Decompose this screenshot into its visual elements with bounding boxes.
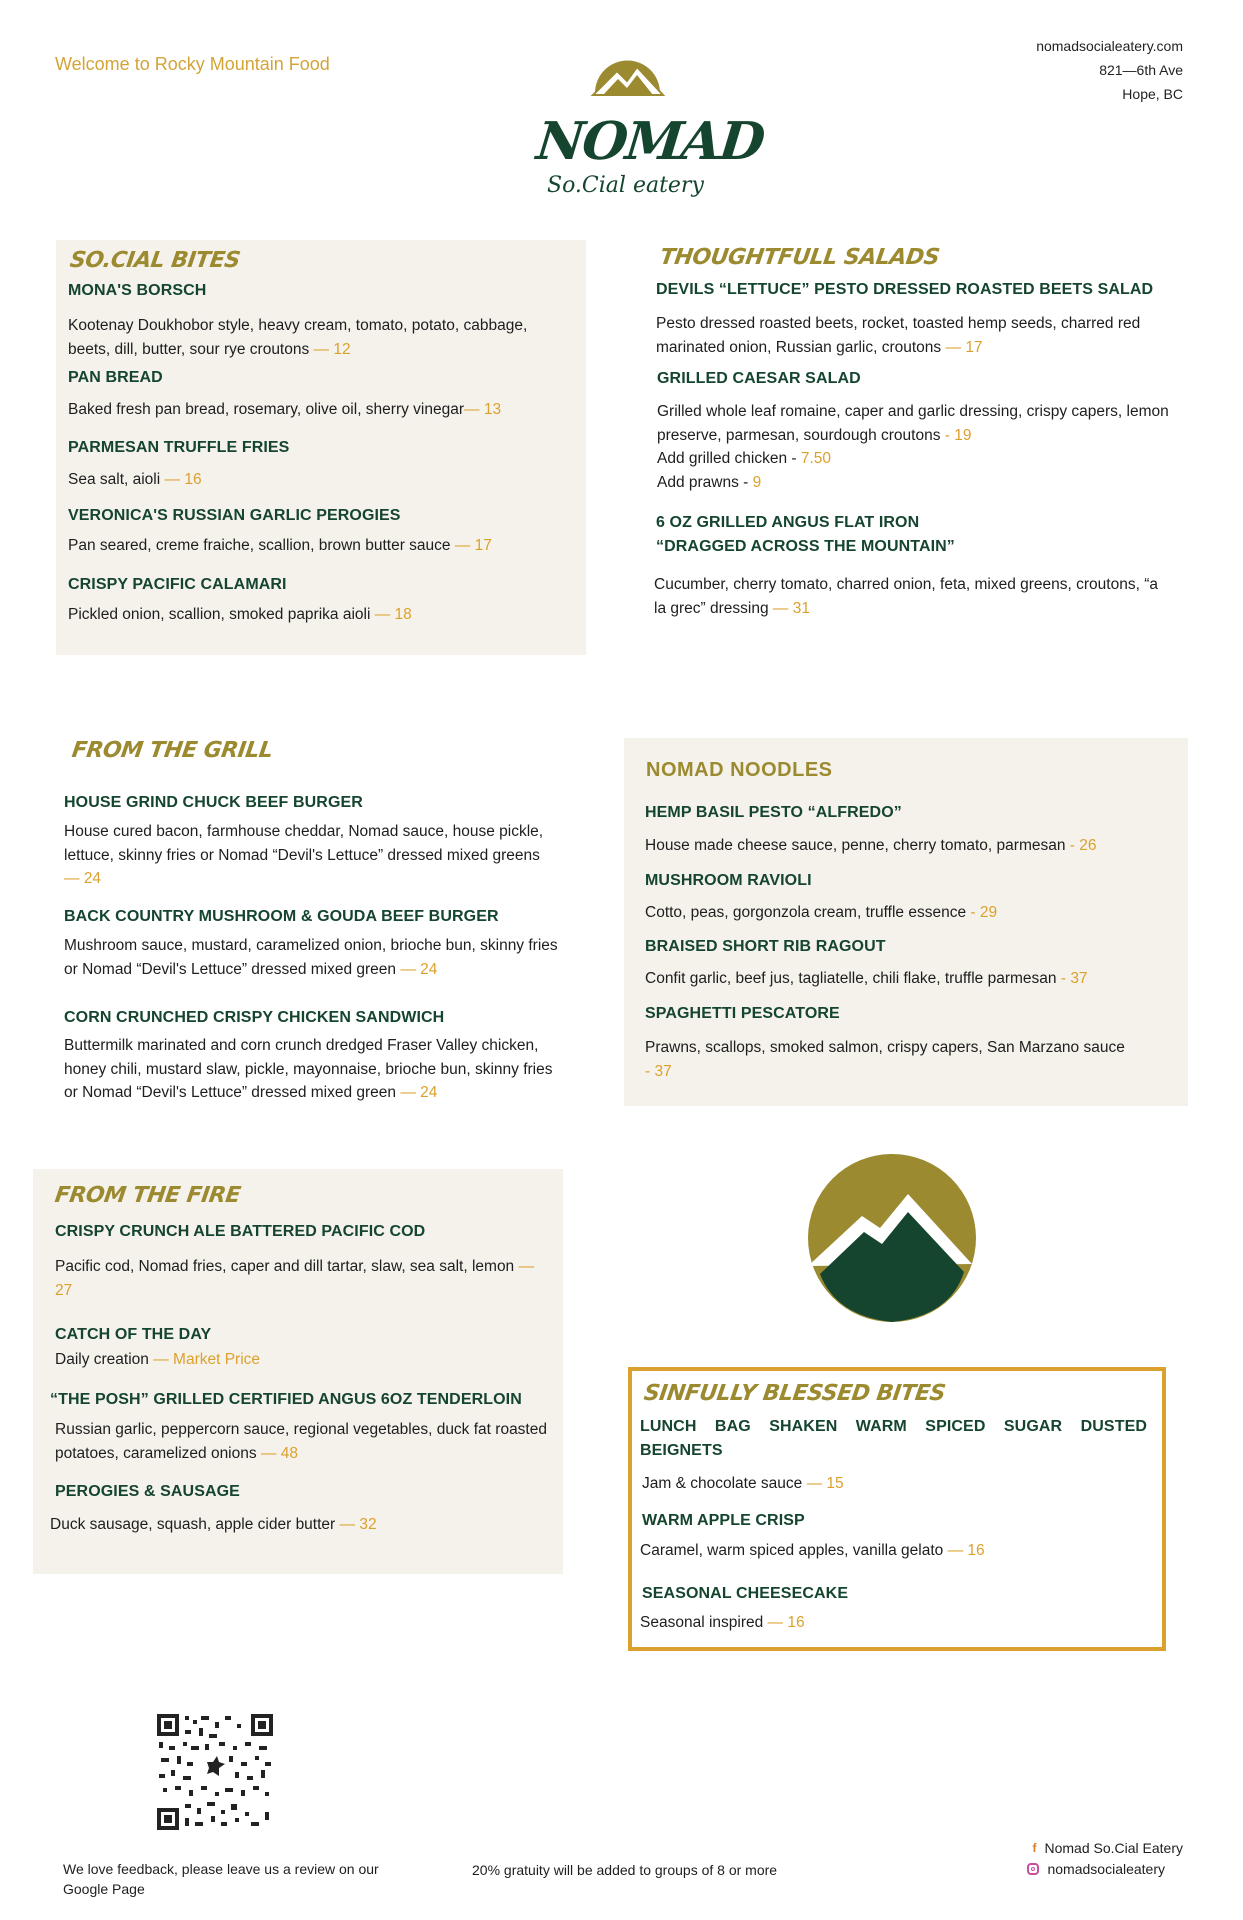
city-address: Hope, BC — [1122, 86, 1183, 102]
price: 15 — [826, 1475, 844, 1492]
menu-item-name: GRILLED CAESAR SALAD — [657, 370, 861, 387]
price: 18 — [394, 606, 412, 623]
menu-item-name: MONA'S BORSCH — [68, 282, 207, 299]
feedback-note: We love feedback, please leave us a review on our Google Page — [63, 1861, 379, 1897]
menu-item-name: HEMP BASIL PESTO “ALFREDO” — [645, 804, 902, 821]
section-title-noodles: NOMAD NOODLES — [646, 759, 833, 781]
menu-item-name: CATCH OF THE DAY — [55, 1326, 212, 1343]
price: 29 — [979, 904, 998, 921]
price: 13 — [483, 401, 502, 418]
menu-item-name: DEVILS “LETTUCE” PESTO DRESSED ROASTED BEETS SALAD — [656, 281, 1154, 298]
address-block — [1036, 34, 1183, 106]
instagram-icon — [1027, 1863, 1039, 1875]
price: 37 — [654, 1062, 672, 1080]
price: 37 — [1070, 970, 1088, 987]
menu-item-desc: Pesto dressed roasted beets, rocket, toasted hemp seeds, charred red marinated onion, Russian garlic, croutons — 17 — [656, 315, 1141, 356]
street-address: 821—6th Ave — [1099, 62, 1183, 78]
price: 32 — [359, 1516, 377, 1533]
menu-item-desc: Russian garlic, peppercorn sauce, regional vegetables, duck fat roasted potatoes, caramelized onions — 48 — [55, 1421, 547, 1462]
price: 24 — [420, 960, 438, 978]
price: 24 — [83, 870, 102, 887]
qr-code[interactable] — [155, 1712, 275, 1832]
menu-item-desc: Prawns, scallops, smoked salmon, crispy capers, San Marzano sauce - 37 — [645, 1039, 1125, 1080]
menu-item-name: PARMESAN TRUFFLE FRIES — [68, 439, 290, 456]
welcome-text: Welcome to Rocky Mountain Food — [55, 54, 330, 74]
section-title-desserts: SINFULLY BLESSED BITES — [642, 1381, 947, 1406]
menu-item-desc: Pickled onion, scallion, smoked paprika aioli — 18 — [68, 606, 412, 623]
menu-item-name: WARM APPLE CRISP — [642, 1512, 805, 1529]
menu-item-desc: Buttermilk marinated and corn crunch dredged Fraser Valley chicken, honey chili, mustard slaw, pickle, mayonnaise, brioche bun, skinny fries or Nomad “Devil's Lettuce” dressed mixed green — 24 — [64, 1037, 553, 1101]
section-title-grill: FROM THE GRILL — [70, 738, 275, 763]
menu-item-name: PAN BREAD — [68, 369, 163, 386]
section-title-salads: THOUGHTFULL SALADS — [658, 245, 941, 270]
menu-item-name: 6 OZ GRILLED ANGUS FLAT IRON — [656, 514, 920, 531]
instagram-link[interactable] — [1027, 1861, 1165, 1877]
menu-item-desc: Pacific cod, Nomad fries, caper and dill tartar, slaw, sea salt, lemon — 27 — [55, 1258, 534, 1299]
menu-item-name: CORN CRUNCHED CRISPY CHICKEN SANDWICH — [64, 1009, 445, 1026]
menu-item-desc: Seasonal inspired — 16 — [640, 1614, 805, 1631]
price: 26 — [1079, 837, 1097, 854]
website-link[interactable]: nomadsocialeatery.com — [1036, 38, 1183, 54]
price: 17 — [474, 537, 492, 554]
nomad-logo — [525, 55, 767, 225]
facebook-link[interactable] — [1032, 1840, 1183, 1856]
price: Market Price — [173, 1351, 261, 1368]
menu-item-name: PEROGIES & SAUSAGE — [55, 1483, 240, 1500]
price: 9 — [752, 473, 762, 491]
menu-item-desc: Duck sausage, squash, apple cider butter — 32 — [50, 1516, 377, 1533]
instagram-handle: nomadsocialeatery — [1047, 1861, 1165, 1877]
logo-name: NOMAD — [533, 111, 767, 172]
facebook-icon: f — [1032, 1841, 1037, 1855]
qr-code-icon — [155, 1712, 275, 1832]
noodles-panel — [624, 738, 1188, 1106]
menu-item-desc: Cotto, peas, gorgonzola cream, truffle essence - 29 — [645, 904, 998, 921]
menu-item-desc: Pan seared, creme fraiche, scallion, brown butter sauce — 17 — [68, 537, 492, 554]
menu-item-name: BACK COUNTRY MUSHROOM & GOUDA BEEF BURGER — [64, 908, 499, 925]
price: 31 — [792, 599, 810, 617]
menu-item-name: MUSHROOM RAVIOLI — [645, 872, 812, 889]
section-title-social-bites: SO.CIAL BITES — [68, 248, 242, 273]
price: 16 — [184, 471, 202, 488]
social-bites-panel — [56, 240, 586, 655]
menu-item-desc: Mushroom sauce, mustard, caramelized onion, brioche bun, skinny fries or Nomad “Devil's Lettuce” dressed mixed green — 24 — [64, 937, 558, 978]
menu-item-name: SEASONAL CHEESECAKE — [642, 1585, 849, 1602]
menu-item-name-line2: “DRAGGED ACROSS THE MOUNTAIN” — [656, 538, 955, 555]
menu-item-desc: Grilled whole leaf romaine, caper and garlic dressing, crispy capers, lemon preserve, parmesan, sourdough croutons - 19 Add grilled chicken - 7.50 Add prawns - 9 — [657, 403, 1169, 491]
section-title-fire: FROM THE FIRE — [53, 1183, 242, 1208]
menu-item-desc: Daily creation — Market Price — [55, 1351, 261, 1368]
menu-item-desc: House cured bacon, farmhouse cheddar, Nomad sauce, house pickle, lettuce, skinny fries or Nomad “Devil's Lettuce” dressed mixed greens — 24 — [64, 823, 544, 887]
addon: Add grilled chicken - — [657, 450, 801, 467]
addon: Add prawns - — [657, 473, 753, 491]
menu-item-name: HOUSE GRIND CHUCK BEEF BURGER — [64, 794, 363, 811]
grill-section — [58, 735, 578, 1135]
menu-item-desc: House made cheese sauce, penne, cherry tomato, parmesan - 26 — [645, 837, 1097, 854]
menu-item-desc: Baked fresh pan bread, rosemary, olive oil, sherry vinegar— 13 — [68, 401, 502, 418]
menu-item-desc: Confit garlic, beef jus, tagliatelle, chili flake, truffle parmesan - 37 — [645, 970, 1088, 987]
menu-item-desc: Sea salt, aioli — 16 — [68, 471, 202, 488]
facebook-name: Nomad So.Cial Eatery — [1044, 1840, 1183, 1856]
price: 17 — [965, 338, 983, 356]
price: 16 — [967, 1542, 985, 1559]
price: 27 — [55, 1281, 73, 1299]
mountain-emblem-icon — [800, 1146, 985, 1331]
salads-section — [650, 240, 1190, 630]
menu-item-name: CRISPY CRUNCH ALE BATTERED PACIFIC COD — [55, 1223, 426, 1240]
price: 19 — [954, 426, 972, 444]
price: 16 — [787, 1614, 805, 1631]
fire-panel — [33, 1169, 563, 1574]
gratuity-note: 20% gratuity will be added to groups of 8 or more — [472, 1862, 778, 1878]
price: 7.50 — [800, 450, 832, 467]
menu-item-desc: Jam & chocolate sauce — 15 — [642, 1475, 844, 1492]
menu-item-desc: Kootenay Doukhobor style, heavy cream, tomato, potato, cabbage, beets, dill, butter, sour rye croutons — 12 — [68, 317, 528, 358]
menu-item-name: SPAGHETTI PESCATORE — [645, 1005, 840, 1022]
price: 12 — [333, 340, 351, 358]
menu-item-name: BRAISED SHORT RIB RAGOUT — [645, 938, 886, 955]
menu-item-name-line2: BEIGNETS — [640, 1442, 723, 1459]
menu-item-name: CRISPY PACIFIC CALAMARI — [68, 576, 287, 593]
price: 24 — [420, 1084, 438, 1101]
price: 48 — [280, 1444, 298, 1462]
menu-item-name: LUNCH BAG SHAKEN WARM SPICED SUGAR DUSTED — [640, 1418, 1147, 1435]
menu-item-desc: Caramel, warm spiced apples, vanilla gelato — 16 — [640, 1542, 985, 1559]
menu-item-desc: Cucumber, cherry tomato, charred onion, feta, mixed greens, croutons, “a la grec” dressing — 31 — [654, 576, 1158, 617]
menu-item-name: “THE POSH” GRILLED CERTIFIED ANGUS 6OZ TENDERLOIN — [50, 1391, 522, 1408]
desserts-panel — [628, 1367, 1166, 1651]
menu-item-name: VERONICA'S RUSSIAN GARLIC PEROGIES — [68, 507, 401, 524]
logo-tagline: So.Cial eatery — [547, 173, 704, 198]
